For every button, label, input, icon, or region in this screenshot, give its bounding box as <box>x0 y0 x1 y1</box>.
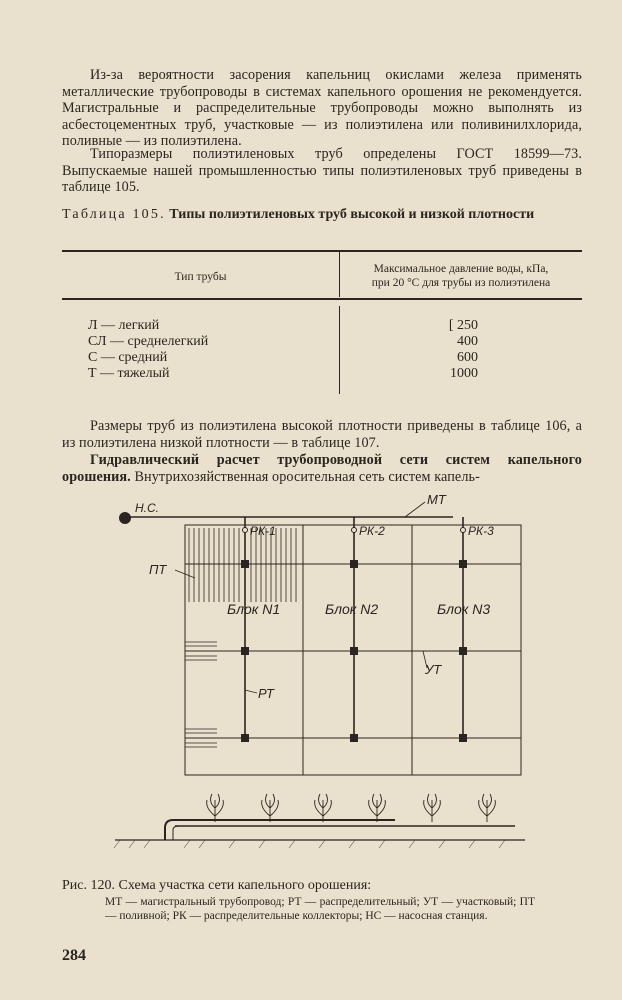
table-row-type: Л — легкий <box>88 318 160 333</box>
pump-station-marker <box>120 513 131 524</box>
table-row-value: [ 250 <box>448 318 478 333</box>
table-body-divider <box>339 306 340 394</box>
label-ns: Н.С. <box>135 501 159 515</box>
paragraph-gost-sizes: Типоразмеры полиэтиленовых труб определены ГОСТ 18599—73. Выпускаемые нашей промышленностью типы полиэтиленовых труб приведены в таблице 105. <box>62 146 582 196</box>
table-top-rule <box>62 250 582 252</box>
paragraph-hydraulic-calc: Гидравлический расчет трубопроводной сети систем капельного орошения. Внутрихозяйственная оросительная сеть систем капель- <box>62 452 582 485</box>
label-block3: Блок N3 <box>437 601 491 617</box>
table-row-value: 400 <box>457 334 478 349</box>
valve-rk3-icon <box>461 528 466 533</box>
figure-caption: Рис. 120. Схема участка сети капельного орошения: <box>62 878 372 893</box>
table-caption: Таблица 105. Типы полиэтиленовых труб высокой и низкой плотности <box>62 207 535 222</box>
label-rk1: РК-1 <box>250 524 276 538</box>
label-mt: МТ <box>427 492 446 507</box>
valve-rk2-icon <box>352 528 357 533</box>
label-ut: УТ <box>425 662 442 677</box>
table-row-type: С — средний <box>88 350 168 365</box>
sample-laterals <box>185 642 217 747</box>
table-header-pressure-line1: Максимальное давление воды, кПа, <box>373 263 549 275</box>
page-number: 284 <box>62 947 86 964</box>
label-block2: Блок N2 <box>325 601 379 617</box>
rt-leader-line <box>245 690 257 693</box>
figure-legend: МТ — магистральный трубопровод; РТ — распределительный; УТ — участковый; ПТ — поливной; РК — распределительные коллекторы; НС — насосная станция. <box>105 896 535 922</box>
irrigation-network-diagram <box>105 490 535 870</box>
table-row-value: 1000 <box>450 366 478 381</box>
label-rk3: РК-3 <box>468 524 494 538</box>
paragraph-pipe-materials: Из-за вероятности засорения капельниц окислами железа применять металлические трубопроводы в системах капельного орошения не рекомендуется. Магистральные и распределительные трубопроводы можно выполнять из асбестоцементных труб, участковые — из полиэтилена или поливинилхлорида, поливные — из полиэтилена. <box>62 67 582 150</box>
label-rt: РТ <box>258 686 274 701</box>
mt-leader-line <box>405 502 425 517</box>
paragraph-table-refs: Размеры труб из полиэтилена высокой плотности приведены в таблице 106, а из полиэтилена низкой плотности — в таблице 107. <box>62 418 582 451</box>
plant-icons <box>207 794 496 822</box>
table-row-value: 600 <box>457 350 478 365</box>
label-pt: ПТ <box>149 562 167 577</box>
ground-cross-section <box>114 820 525 848</box>
table-row-type: Т — тяжелый <box>88 366 170 381</box>
label-rk2: РК-2 <box>359 524 385 538</box>
table-header-type: Тип трубы <box>174 271 227 283</box>
label-block1: Блок N1 <box>227 601 281 617</box>
table-row-type: СЛ — среднелегкий <box>88 334 209 349</box>
valve-rk1-icon <box>243 528 248 533</box>
table-header-rule <box>62 298 582 300</box>
table-header-pressure-line2: при 20 °С для трубы из полиэтилена <box>371 277 551 289</box>
